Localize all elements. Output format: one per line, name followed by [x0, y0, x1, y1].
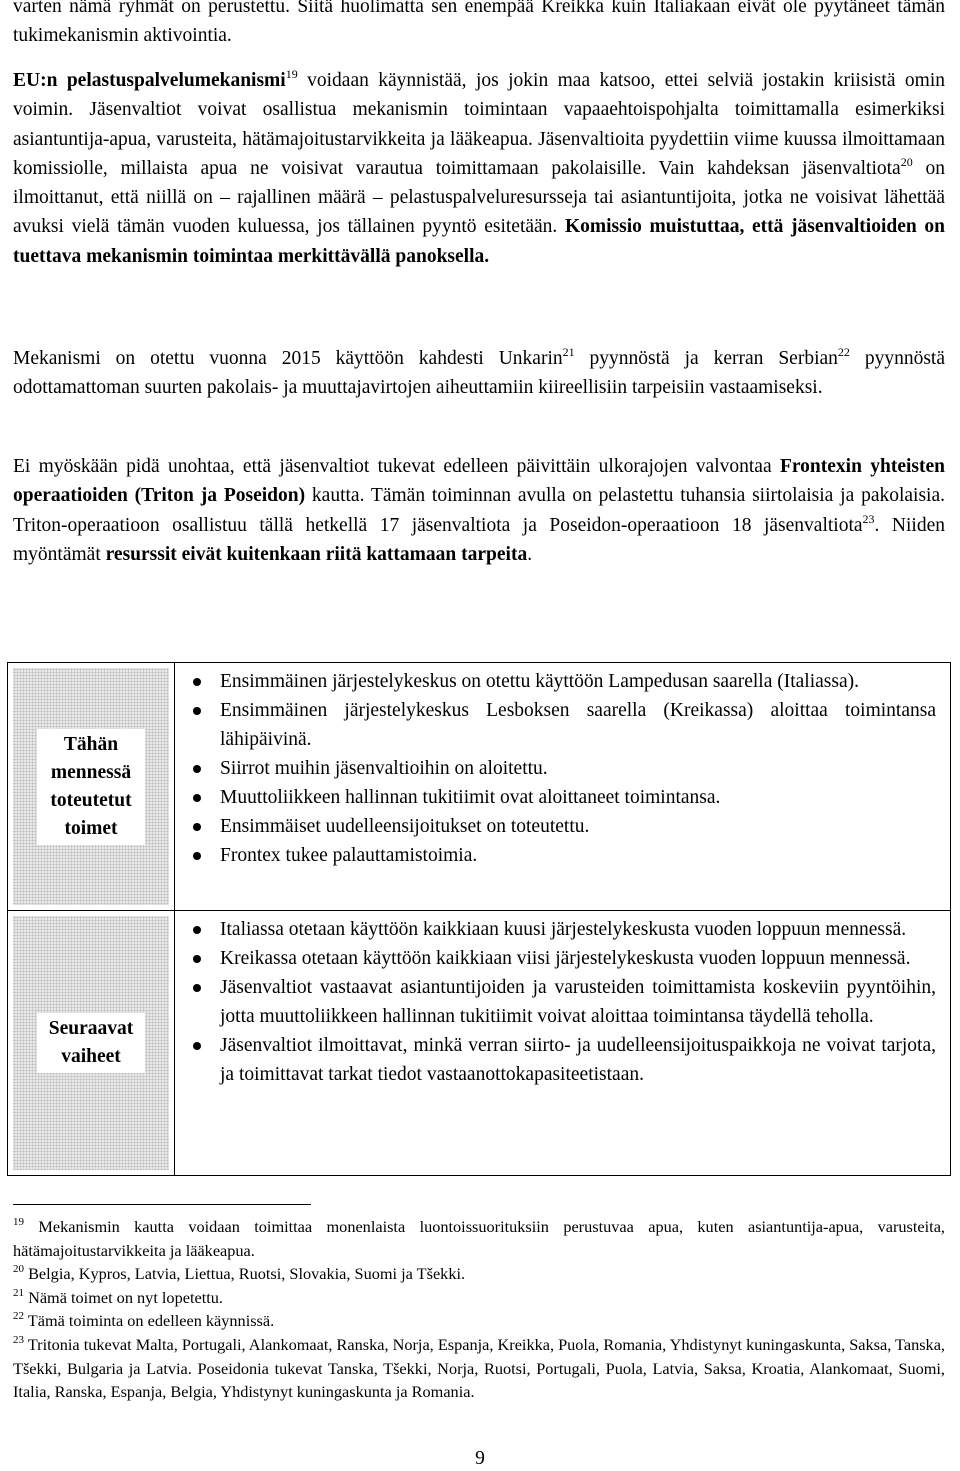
footnote-ref-19[interactable]: 19	[285, 67, 298, 81]
table-row-done	[8, 663, 950, 911]
paragraph-2	[13, 66, 945, 271]
bold-text: resurssit eivät kuitenkaan riitä kattamaan tarpeita	[105, 543, 528, 565]
bullet-icon	[193, 765, 201, 773]
paragraph-text: varten nämä ryhmät on perustettu. Siitä huolimatta sen enempää Kreikka kuin Italiakaan eivät ole pyytäneet tämän tukimekanismin aktivointia.	[13, 0, 945, 47]
bullet-list	[175, 915, 936, 1089]
paragraph-text: pyynnöstä ja kerran Serbian	[574, 348, 838, 369]
list-item: Muuttoliikkeen hallinnan tukitiimit ovat aloittaneet toimintansa.	[175, 783, 936, 812]
bold-text: EU:n pelastuspalvelumekanismi	[13, 70, 286, 91]
row-label-cell	[8, 911, 175, 1175]
dotted-background	[13, 916, 169, 1170]
paragraph-text: . Niiden myöntämät	[13, 514, 945, 565]
row-label: Tähän mennessä toteutetut toimet	[37, 729, 145, 845]
footnote-number: 20	[13, 1263, 24, 1276]
paragraph-text: on ilmoittanut, että niillä on – rajallinen määrä – pelastuspalveluresursseja tai asiantuntijoita, jotka ne voisivat lähettää avuksi vielä tämän vuoden kuluessa, jos tällainen pyyntö esitetään.	[13, 157, 945, 238]
actions-table	[7, 662, 951, 1176]
paragraph-text: voidaan käynnistää, jos jokin maa katsoo, ettei selviä jostakin kriisistä omin voimin. Jäsenvaltiot voivat osallistua mekanismin toimintaan vapaaehtoispohjalta toimittamalla esimerkiksi asiantuntija-apua, varusteita, hätämajoitustarvikkeita ja lääkeapua. Jäsenvaltioita pyydettiin viime kuussa ilmoittamaan komissiolle, millaista apua ne voisivat varautua toimittamaan pakolaisille. Vain kahdeksan jäsenvaltiota	[13, 70, 945, 179]
footnote-22	[13, 1309, 945, 1333]
bullet-icon	[193, 1042, 201, 1050]
footnote-number: 21	[13, 1286, 24, 1299]
table-row-next	[8, 911, 950, 1175]
row-label: Seuraavat vaiheet	[37, 1013, 145, 1073]
footnote-number: 23	[13, 1333, 24, 1346]
bullet-icon	[193, 794, 201, 802]
list-item: Ensimmäinen järjestelykeskus on otettu käyttöön Lampedusan saarella (Italiassa).	[175, 667, 936, 696]
footnote-text: Tritonia tukevat Malta, Portugali, Alankomaat, Ranska, Norja, Espanja, Kreikka, Puola, Romania, Yhdistynyt kuningaskunta, Saksa, Tanska, Tšekki, Bulgaria ja Latvia. Poseidonia tukevat Tanska, Tšekki, Norja, Ruotsi, Portugali, Puola, Latvia, Saksa, Kroatia, Alankomaat, Suomi, Italia, Ranska, Espanja, Belgia, Yhdistynyt kuningaskunta ja Romania.	[13, 1334, 945, 1402]
paragraph-3	[13, 344, 945, 403]
bold-text: Komissio muistuttaa, että jäsenvaltioiden on tuettava mekanismin toimintaa merkittävällä panoksella.	[13, 216, 945, 267]
page-number: 9	[475, 1448, 485, 1469]
footnote-number: 22	[13, 1310, 24, 1323]
footnote-21	[13, 1286, 945, 1310]
footnote-ref-20[interactable]: 20	[900, 154, 913, 169]
footnote-text: Nämä toimet on nyt lopetettu.	[24, 1287, 223, 1307]
bullet-icon	[193, 984, 201, 992]
footnote-19	[13, 1215, 945, 1262]
paragraph-text: .	[527, 543, 533, 565]
footnote-text: Mekanismin kautta voidaan toimittaa monenlaista luontoissuorituksiin perustuvaa apua, kuten asiantuntija-apua, varusteita, hätämajoitustarvikkeita ja lääkeapua.	[13, 1217, 945, 1260]
list-item: Jäsenvaltiot vastaavat asiantuntijoiden ja varusteiden toimittamista koskeviin pyyntöihin, jotta muuttoliikkeen hallinnan tukitiimit voivat aloittaa toimintansa täydellä teholla.	[175, 973, 936, 1031]
paragraph-text: kautta. Tämän toiminnan avulla on pelastettu tuhansia siirtolaisia ja pakolaisia. Triton-operaatioon osallistuu tällä hetkellä 17 jäsenvaltiota ja Poseidon-operaatioon 18 jäsenvaltiota	[13, 485, 945, 536]
bullet-icon	[193, 678, 201, 686]
bullet-icon	[193, 852, 201, 860]
bullet-icon	[193, 823, 201, 831]
list-item: Kreikassa otetaan käyttöön kaikkiaan viisi järjestelykeskusta vuoden loppuun mennessä.	[175, 944, 936, 973]
paragraph-text: Mekanismi on otettu vuonna 2015 käyttöön kahdesti Unkarin	[13, 348, 563, 369]
dotted-background	[13, 668, 169, 905]
paragraph-1	[13, 0, 945, 51]
footnote-ref-21[interactable]: 21	[562, 345, 575, 359]
footnote-ref-23[interactable]: 23	[862, 511, 875, 526]
footnote-23	[13, 1333, 945, 1404]
list-item: Jäsenvaltiot ilmoittavat, minkä verran siirto- ja uudelleensijoituspaikkoja ne voivat tarjota, ja toimittavat tarkat tiedot vastaanottokapasiteetistaan.	[175, 1031, 936, 1089]
footnote-text: Belgia, Kypros, Latvia, Liettua, Ruotsi, Slovakia, Suomi ja Tšekki.	[24, 1264, 466, 1284]
list-item: Ensimmäiset uudelleensijoitukset on toteutettu.	[175, 812, 936, 841]
footnote-text: Tämä toiminta on edelleen käynnissä.	[24, 1311, 275, 1331]
bullet-icon	[193, 926, 201, 934]
paragraph-text: Ei myöskään pidä unohtaa, että jäsenvaltiot tukevat edelleen päivittäin ulkorajojen valvontaa	[13, 456, 780, 477]
row-label-cell	[8, 663, 175, 910]
footnote-divider	[13, 1204, 311, 1205]
row-list-cell	[175, 911, 950, 1175]
list-item: Italiassa otetaan käyttöön kaikkiaan kuusi järjestelykeskusta vuoden loppuun mennessä.	[175, 915, 936, 944]
footnote-20	[13, 1262, 945, 1286]
footnote-ref-22[interactable]: 22	[837, 345, 850, 359]
row-list-cell	[175, 663, 950, 910]
paragraph-text: pyynnöstä odottamattoman suurten pakolais- ja muuttajavirtojen aiheuttamiin kiireellisiin tarpeisiin vastaamiseksi.	[13, 348, 945, 399]
bullet-icon	[193, 707, 201, 715]
paragraph-4	[13, 452, 945, 569]
bullet-list	[175, 667, 936, 870]
footnotes	[13, 1215, 945, 1404]
bullet-icon	[193, 955, 201, 963]
list-item: Ensimmäinen järjestelykeskus Lesboksen saarella (Kreikassa) aloittaa toimintansa lähipäivinä.	[175, 696, 936, 754]
list-item: Siirrot muihin jäsenvaltioihin on aloitettu.	[175, 754, 936, 783]
list-item: Frontex tukee palauttamistoimia.	[175, 841, 936, 870]
footnote-number: 19	[13, 1216, 24, 1228]
bold-text: Frontexin yhteisten operaatioiden (Triton ja Poseidon)	[13, 456, 946, 507]
